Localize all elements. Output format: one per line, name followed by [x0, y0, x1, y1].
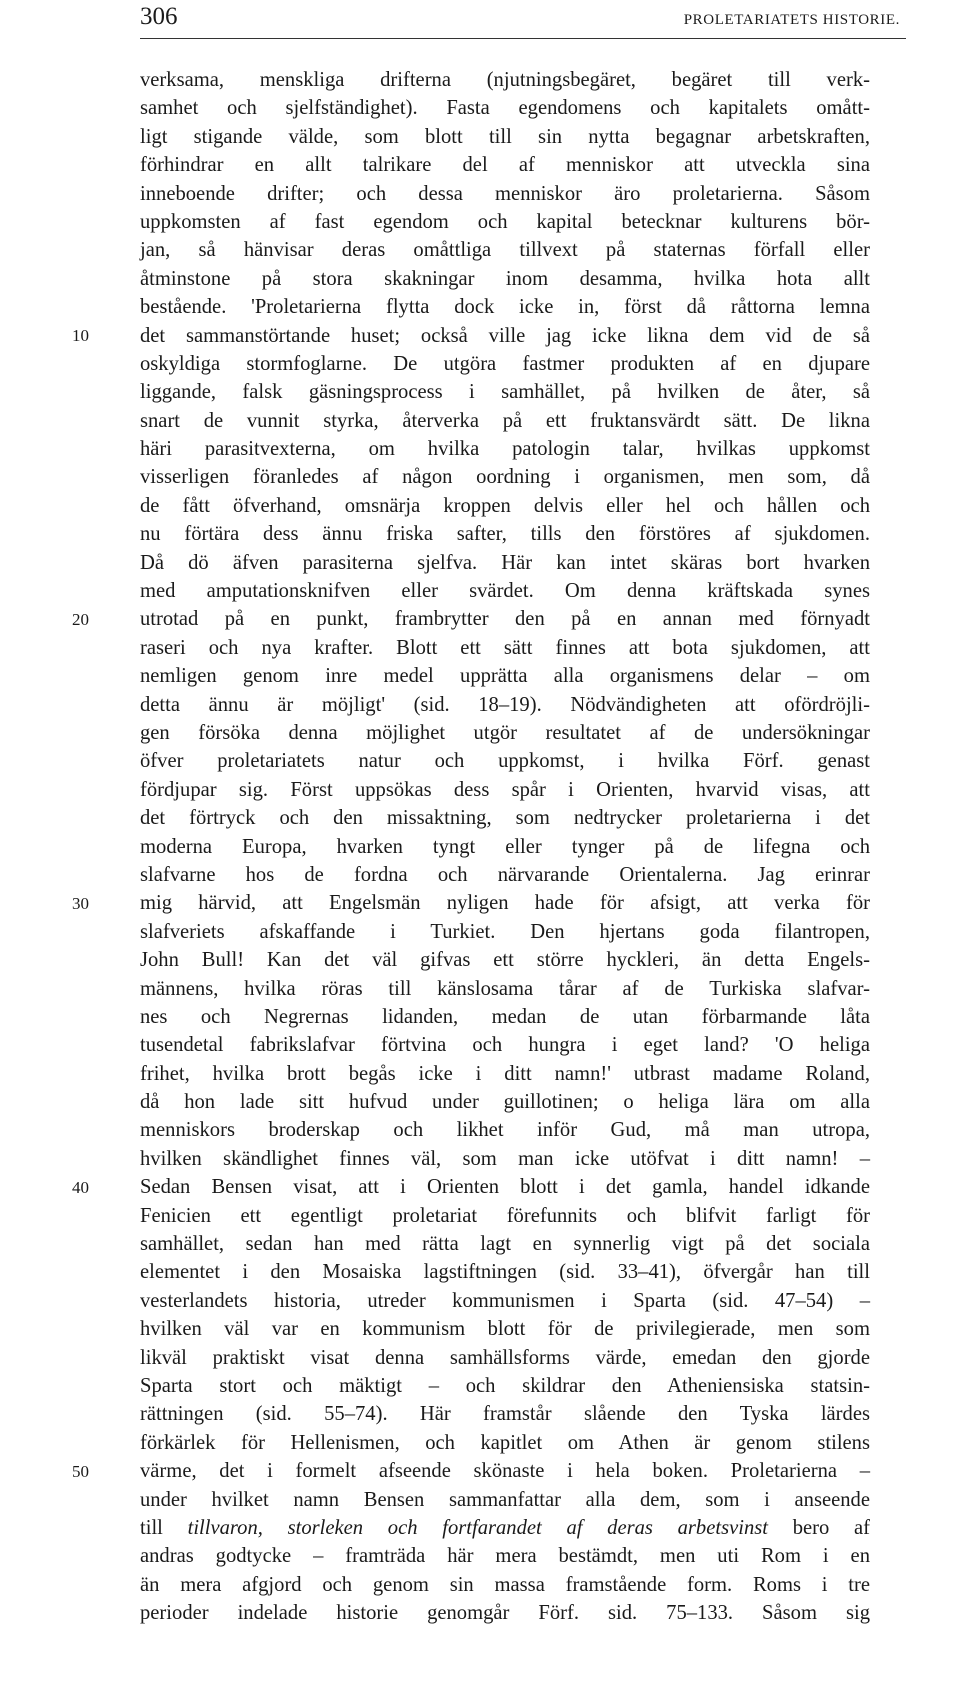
text-line: raseri och nya krafter. Blott ett sätt finnes att bota sjukdomen, att [140, 636, 870, 659]
running-title: PROLETARIATETS HISTORIE. [683, 12, 900, 28]
text-line: jan, så hänvisar deras omåttliga tillvext på staternas förfall eller [140, 239, 870, 262]
line-number-30: 30 [72, 893, 89, 913]
text-line: tusendetal fabrikslafvar förtvina och hungra i eget land? 'O heliga [140, 1034, 870, 1057]
page-number: 306 [140, 3, 178, 30]
body-text [140, 66, 870, 1656]
text-line: fördjupar sig. Först uppsökas dess spår i Orienten, hvarvid visas, att [140, 778, 870, 801]
text-line: moderna Europa, hvarken tyngt eller tynger på de lifegna och [140, 835, 870, 858]
text-line: detta ännu är möjligt' (sid. 18–19). Nödvändigheten att ofördröjli- [140, 693, 870, 716]
text-line: åtminstone på stora skakningar inom desamma, hvilka hota allt [140, 267, 870, 290]
text-line: med amputationsknifven eller svärdet. Om denna kräftskada synes [140, 580, 870, 603]
text-line: det förtryck och den missaktning, som nedtrycker proletarierna i det [140, 807, 870, 830]
text-line: samhet och sjelfständighet). Fasta egendomens och kapitalets omått- [140, 97, 870, 120]
text-line: slafvarne hos de fordna och närvarande Orientalerna. Jag erinrar [140, 863, 870, 886]
text-line: rättningen (sid. 55–74). Här framstår slående den Tyska lärdes [140, 1403, 870, 1426]
text-line: Fenicien ett egentligt proletariat förefunnits och blifvit farligt för [140, 1204, 870, 1227]
text-line: männens, hvilka röras till känslosama tårar af de Turkiska slafvar- [140, 977, 870, 1000]
text-line: ligt stigande välde, som blott till sin nytta begagnar arbetskraften, [140, 125, 870, 148]
line-number-10: 10 [72, 325, 89, 345]
text-line: mig härvid, att Engelsmän nyligen hade för afsigt, att verka för [140, 892, 870, 915]
text-line: menniskors broderskap och likhet inför Gud, må man utropa, [140, 1119, 870, 1142]
text-line: förhindrar en allt talrikare del af menniskor att utveckla sina [140, 154, 870, 177]
italic-phrase: tillvaron, storleken och fortfarandet af deras arbetsvinst [187, 1516, 769, 1539]
text-line: gen försöka denna möjlighet utgör resultatet af de undersökningar [140, 721, 870, 744]
line-number-50: 50 [72, 1461, 89, 1481]
text-line: än mera afgjord och genom sin massa framstående form. Roms i tre [140, 1573, 870, 1596]
text-line: då hon lade sitt hufvud under guillotinen; o heliga lära om alla [140, 1091, 870, 1114]
text-line: häri parasitvexterna, om hvilka patologin talar, hvilkas uppkomst [140, 438, 870, 461]
text-line: visserligen föranledes af någon oordning i organismen, men som, då [140, 466, 870, 489]
text-line: snart de vunnit styrka, återverka på ett fruktansvärdt sätt. De likna [140, 409, 870, 432]
text-line: värme, det i formelt afseende skönaste i hela boken. Proletarierna – [140, 1460, 870, 1483]
text-line: bestående. 'Proletarierna flytta dock icke in, först då råttorna lemna [140, 296, 870, 319]
line-number-40: 40 [72, 1177, 89, 1197]
text-line: slafveriets afskaffande i Turkiet. Den hjertans goda filantropen, [140, 920, 870, 943]
text-line: liggande, falsk gäsningsprocess i samhället, på hvilken de åter, så [140, 381, 870, 404]
text-line: samhället, sedan han med rätta lagt en synnerlig vigt på det sociala [140, 1233, 870, 1256]
text-line: perioder indelade historie genomgår Förf. sid. 75–133. Såsom sig [140, 1602, 870, 1625]
text-line: elementet i den Mosaiska lagstiftningen (sid. 33–41), öfvergår han till [140, 1261, 870, 1284]
text-line: förkärlek för Hellenismen, och kapitlet om Athen är genom stilens [140, 1431, 870, 1454]
text-line: Sedan Bensen visat, att i Orienten blott i det gamla, handel idkande [140, 1176, 870, 1199]
text-line: verksama, menskliga drifterna (njutningsbegäret, begäret till verk- [140, 69, 870, 91]
page-header [140, 0, 906, 39]
text-line: öfver proletariatets natur och uppkomst, i hvilka Förf. genast [140, 750, 870, 773]
text-line: det sammanstörtande huset; också ville jag icke likna dem vid de så [140, 324, 870, 347]
text-line: likväl praktiskt visat denna samhällsforms värde, emedan den gjorde [140, 1346, 870, 1369]
text-line-with-italic [140, 1514, 870, 1542]
text-line: Sparta stort och mäktigt – och skildrar den Atheniensiska statsin- [140, 1374, 870, 1397]
text-line: Då dö äfven parasiterna sjelfva. Här kan intet skäras bort hvarken [140, 551, 870, 574]
text-line: utrotad på en punkt, frambrytter den på en annan med förnyadt [140, 608, 870, 631]
text-fragment: till [140, 1516, 188, 1539]
text-line: nu förtära dess ännu friska safter, tills den förstöres af sjukdomen. [140, 523, 870, 546]
text-line: andras godtycke – framträda här mera bestämdt, men uti Rom i en [140, 1545, 870, 1568]
text-line: hvilken väl var en kommunism blott för de privilegierade, men som [140, 1318, 870, 1341]
text-line: de fått öfverhand, omsnärja kroppen delvis eller hel och hållen och [140, 494, 870, 517]
text-line: frihet, hvilka brott begås icke i ditt namn!' utbrast madame Roland, [140, 1062, 870, 1085]
text-line: inneboende drifter; och dessa menniskor äro proletarierna. Såsom [140, 182, 870, 205]
line-number-20: 20 [72, 609, 89, 629]
text-line: nemligen genom inre medel upprätta alla organismens delar – om [140, 665, 870, 688]
text-fragment: bero af [768, 1516, 870, 1539]
text-line: vesterlandets historia, utreder kommunismen i Sparta (sid. 47–54) – [140, 1289, 870, 1312]
text-line: uppkomsten af fast egendom och kapital betecknar kulturens bör- [140, 210, 870, 233]
text-line: under hvilket namn Bensen sammanfattar alla dem, som i anseende [140, 1488, 870, 1511]
text-line: John Bull! Kan det väl gifvas ett större hyckleri, än detta Engels- [140, 949, 870, 972]
text-line: oskyldiga stormfoglarne. De utgöra fastmer produkten af en djupare [140, 352, 870, 375]
text-line: hvilken skändlighet finnes väl, som man icke utöfvat i ditt namn! – [140, 1147, 870, 1170]
text-line: nes och Negrernas lidanden, medan de utan förbarmande låta [140, 1005, 870, 1028]
text-line [140, 1627, 870, 1655]
